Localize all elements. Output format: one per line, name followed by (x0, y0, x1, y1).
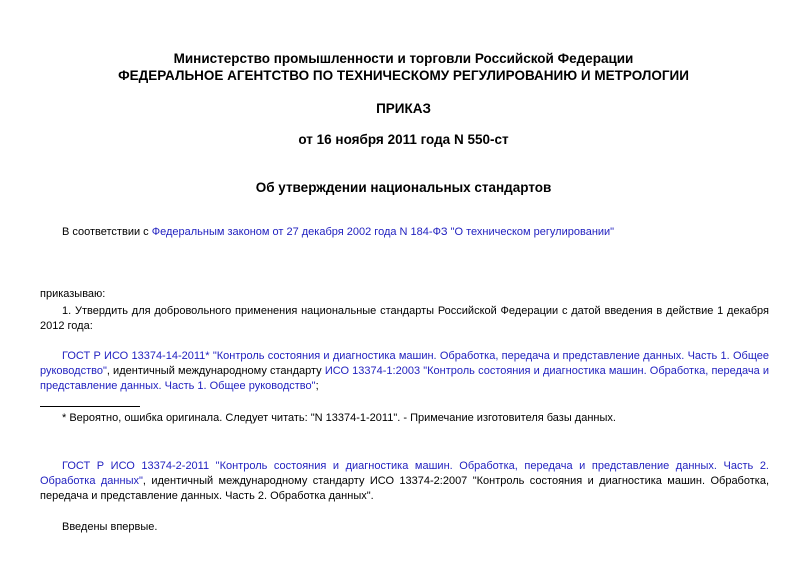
standard-2-rest: , идентичный международному стандарту ИСО 13374-2:2007 "Контроль состояния и диагностика машин. Обработка, передача и представление данных. Часть 2. Обработка данных". (40, 475, 770, 502)
document-date-number: от 16 ноября 2011 года N 550-ст (298, 132, 509, 147)
intro-paragraph (62, 225, 782, 240)
standard-2-link[interactable]: ГОСТ Р ИСО 13374-2-2011 "Контроль состояния и диагностика машин. Обработка, передача и представление данных. Часть 2. Обработка данных" (40, 460, 769, 487)
standard-2-paragraph (40, 459, 769, 504)
standard-1-link[interactable]: ГОСТ Р ИСО 13374-14-2011* "Контроль состояния и диагностика машин. Обработка, передача и представление данных. Часть 1. Общее руководство" (40, 350, 769, 377)
federal-law-link[interactable]: Федеральным законом от 27 декабря 2002 года N 184-ФЗ "О техническом регулировании" (151, 226, 615, 238)
intro-prefix: В соответствии с (62, 226, 152, 238)
order-word: приказываю: (40, 288, 106, 300)
footnote-divider (40, 406, 140, 407)
ministry-title: Министерство промышленности и торговли Российской Федерации (173, 51, 634, 66)
standard-1-middle: , идентичный международному стандарту (106, 365, 325, 377)
iso-13374-1-link[interactable]: ИСО 13374-1:2003 "Контроль состояния и диагностика машин. Обработка, передача и представление данных. Часть 1. Общее руководство" (40, 365, 769, 392)
footnote: * Вероятно, ошибка оригинала. Следует читать: "N 13374-1-2011". - Примечание изготовителя базы данных. (62, 412, 616, 424)
standard-1-paragraph (40, 349, 769, 394)
document-type: ПРИКАЗ (376, 101, 431, 116)
document-subject: Об утверждении национальных стандартов (255, 180, 552, 195)
introduced-note: Введены впервые. (62, 521, 158, 533)
item-1-paragraph: 1. Утвердить для добровольного применения национальные стандарты Российской Федерации с датой введения в действие 1 декабря 2012 года: (40, 305, 769, 332)
standard-1-suffix: ; (315, 380, 319, 392)
agency-title: ФЕДЕРАЛЬНОЕ АГЕНТСТВО ПО ТЕХНИЧЕСКОМУ РЕГУЛИРОВАНИЮ И МЕТРОЛОГИИ (118, 68, 689, 83)
